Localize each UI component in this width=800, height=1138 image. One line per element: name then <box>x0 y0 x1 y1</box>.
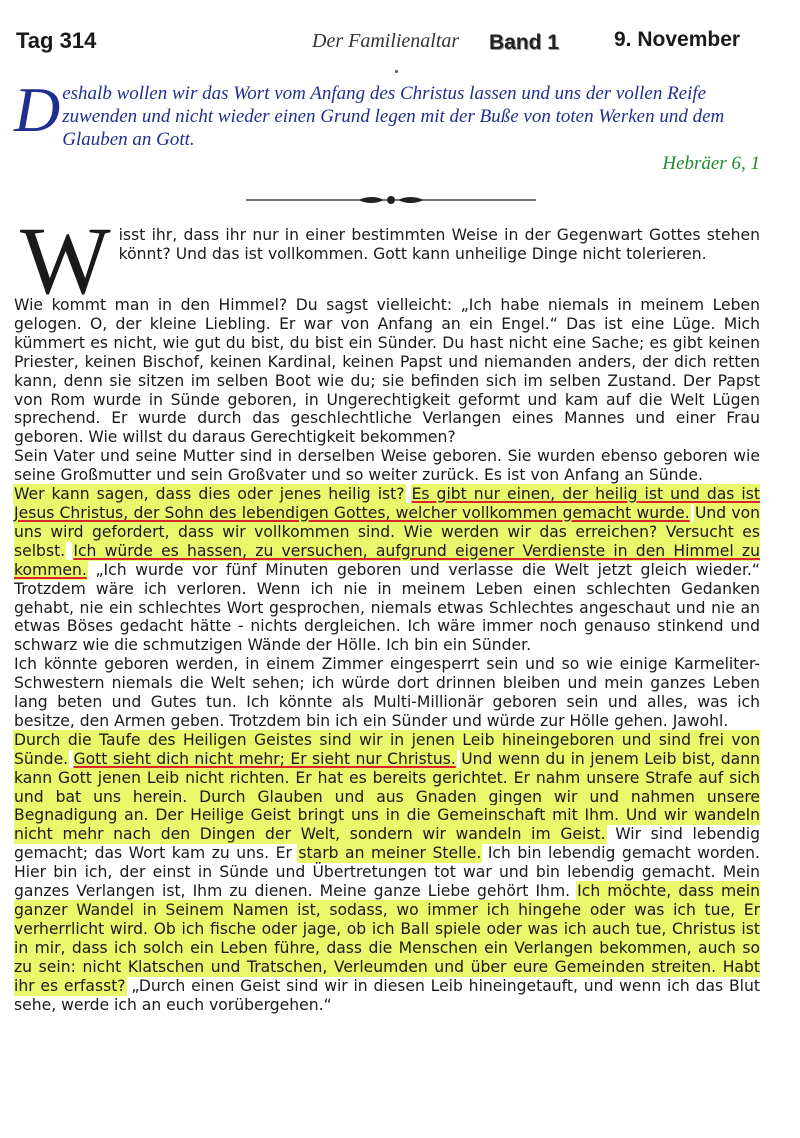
verse-reference: Hebräer 6, 1 <box>662 153 760 174</box>
paragraph-text: „Durch einen Geist sind wir in diesen Leib hineingetauft, und wenn ich das Blut sehe, werde ich an euch vorübergehen.“ <box>14 976 760 1014</box>
decorative-dot <box>395 70 398 73</box>
paragraph: Ich könnte geboren werden, in einem Zimmer eingesperrt sein und so wie einige Karmeliter- Schwestern niemals die Welt sehen; ich würde dort drinnen bleiben und mein ganzes Leben lang beten und Gutes tun. Ich könnte als Multi-Millionär geboren sein und alles, was ich besitze, den Armen geben. Trotzdem bin ich ein Sünder und würde zur Hölle gehen. Jawohl. <box>14 655 760 730</box>
underlined-highlighted-text: Es gibt nur einen, der heilig ist und das ist Jesus Christus, der Sohn des lebendigen Gottes, welcher vollkommen gemacht wurde. <box>14 485 760 522</box>
highlighted-text: Und wenn du in jenem Leib bist, dann kann Gott jenen Leib nicht richten. Er hat es bereits gerichtet. Er nahm unsere Strafe auf sich und bat uns herein. Durch Glauben und aus Gnaden gingen wir und nahmen unsere Begnadigung an. Der Heilige Geist bringt uns in die Gemeinschaft mit Ihm. Und wir wandeln nicht mehr nach den Dingen der Welt, sondern wir wandeln im Geist. <box>14 749 760 844</box>
underlined-highlighted-text: Gott sieht dich nicht mehr; Er sieht nur Christus. <box>73 749 456 768</box>
highlighted-text: Und von uns wird gefordert, dass wir vollkommen sind. Wie werden wir das erreichen? Versucht es selbst. <box>14 503 761 560</box>
paragraph: Wie kommt man in den Himmel? Du sagst vielleicht: „Ich habe niemals in meinem Leben gelogen. O, der kleine Liebling. Er war von Anfang an ein Engel.“ Das ist eine Lüge. Mich kümmert es nicht, wie gut du bist, du bist ein Sünder. Du hast nicht eine Sache; es gibt keinen Priester, keinen Bischof, keinen Kardinal, keinen Papst und niemanden anders, der dich retten kann, denn sie sitzen im selben Boot wie du; sie befinden sich im selben Zustand. Der Papst von Rom wurde in Sünde geboren, in Ungerechtigkeit geformt und kam auf die Welt Lügen sprechend. Er wurde durch das geschlechtliche Verlangen eines Mannes und einer Frau geboren. Wie willst du daraus Gerechtigkeit bekommen? <box>14 296 760 447</box>
paragraph <box>14 207 760 314</box>
body-initial: W <box>20 207 111 314</box>
underlined-highlighted-text: Ich würde es hassen, zu versuchen, aufgrund eigener Verdienste in den Himmel zu kommen. <box>14 541 760 579</box>
paragraph: Sein Vater und seine Mutter sind in derselben Weise geboren. Sie wurden ebenso geboren wie seine Großmutter und sein Großvater und so weiter zurück. Es ist von Anfang an Sünde. <box>14 447 760 485</box>
paragraph-text: „Ich wurde vor fünf Minuten geboren und verlasse die Welt jetzt gleich wieder.“ Trotzdem wäre ich verloren. Wenn ich nie in meinem Leben einen schlechten Gedanken gehabt, nie ein schlechtes Wort gesprochen, niemals etwas Schlechtes angeschaut und nie an etwas Böses gedacht hätte - nichts dergleichen. Ich wäre immer noch genauso stinkend und schwarz wie die schmutzigen Wände der Hölle. Ich bin ein Sünder. <box>14 560 760 655</box>
book-title: Der Familienaltar <box>312 30 460 52</box>
date-label: 9. November <box>614 28 741 51</box>
ornament-divider <box>246 192 536 208</box>
volume-label: Band 1 <box>489 31 560 54</box>
verse-initial: D <box>14 74 61 145</box>
page-header <box>0 26 800 60</box>
paragraph <box>14 731 760 1015</box>
highlighted-text: starb an meiner Stelle. <box>298 844 482 863</box>
devotional-body <box>14 207 761 1014</box>
highlighted-text: Durch die Taufe des Heiligen Geistes sind wir in jenen Leib hineingeboren und sind frei von Sünde. <box>14 730 760 768</box>
scripture-verse <box>14 74 766 151</box>
day-number: Tag 314 <box>16 28 97 53</box>
paragraph-text: isst ihr, dass ihr nur in einer bestimmten Weise in der Gegenwart Gottes stehen könnt? Und das ist vollkommen. Gott kann unheilige Dinge nicht tolerieren. <box>118 226 760 263</box>
paragraph-text: Wir sind lebendig gemacht; das Wort kam zu uns. Er <box>14 825 760 863</box>
paragraph-text: Ich bin lebendig gemacht worden. Hier bin ich, der einst in Sünde und Übertretungen tot war und bin lebendig gemacht. Mein ganzes Verlangen ist, Ihm zu dienen. Meine ganze Liebe gehört Ihm. <box>14 844 760 901</box>
verse-text: eshalb wollen wir das Wort vom Anfang des Christus lassen und uns der vollen Reife zuwenden und nicht wieder einen Grund legen mit der Buße von toten Werken und dem Glauben an Gott. <box>62 83 725 150</box>
paragraph <box>14 485 760 655</box>
highlighted-text: Wer kann sagen, dass dies oder jenes heilig ist? <box>14 485 405 504</box>
highlighted-text: Ich möchte, dass mein ganzer Wandel in Seinem Namen ist, sodass, wo immer ich hingehe oder was ich tue, Er verherrlicht wird. Ob ich fische oder jage, ob ich Ball spiele oder was ich auch tue, Christus ist in mir, dass ich solch ein Leben führe, dass die Menschen ein Verlangen bekommen, auch so zu sein: nicht Klatschen und Tratschen, Verleumden und über eure Gemeinden streiten. Habt ihr es erfasst? <box>14 882 760 995</box>
